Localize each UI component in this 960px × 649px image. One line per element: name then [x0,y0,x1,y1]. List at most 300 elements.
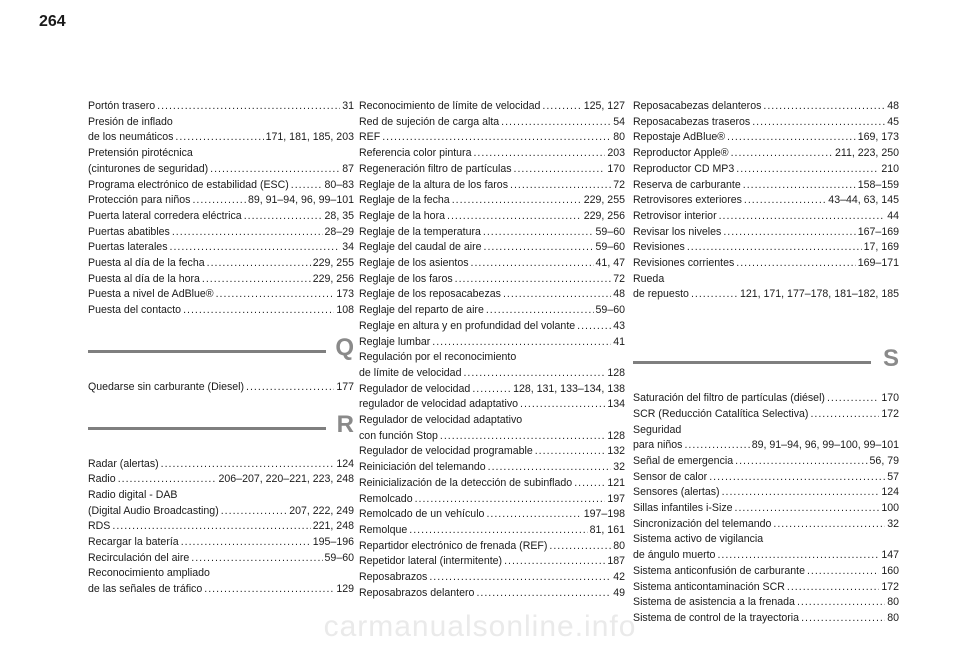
index-entry-line [633,209,899,225]
index-entry-line [359,303,625,319]
index-term: de las señales de tráfico [88,583,203,596]
index-term: Señal de emergencia [633,454,734,467]
index-term: Quedarse sin carburante (Diesel) [88,380,245,393]
page-references: 197 [607,492,625,505]
index-term: Revisiones [633,241,685,254]
dot-leader [736,162,879,178]
page-references: 124 [881,486,899,499]
index-entry [359,146,625,162]
index-entry [359,272,625,288]
index-entry-line [88,178,354,194]
dot-leader [157,99,340,115]
index-term: Revisiones corrientes [633,257,735,270]
index-term: Reposabrazos delantero [359,586,475,599]
index-term: Regulador de velocidad [359,382,471,395]
index-term: Reposacabezas delanteros [633,100,762,112]
dot-leader [736,256,855,272]
page-references: 121 [607,476,625,489]
dot-leader [717,548,879,564]
page-references: 221, 248 [312,520,354,533]
index-entry [359,178,625,194]
page-references: 172 [881,407,899,420]
index-entry-line [359,256,625,272]
index-term: Reiniciación del telemando [359,461,486,474]
page-references: 187 [607,555,625,568]
index-entry [633,130,899,146]
dot-leader [735,454,867,470]
index-entry [359,193,625,209]
dot-leader [488,460,612,476]
dot-leader [440,429,605,445]
dot-leader [486,303,594,319]
dot-leader [202,272,311,288]
index-term: Sistema anticontaminación SCR [633,580,785,593]
index-entry [88,380,354,396]
dot-leader [684,438,749,454]
dot-leader [542,99,581,115]
index-entry [359,225,625,241]
index-term: Radar (alertas) [88,457,159,470]
page-references: 124 [336,457,354,470]
index-entry [359,570,625,586]
page-references: 48 [887,100,899,112]
index-entry [359,350,625,381]
index-entry-line [633,501,899,517]
index-entry-line [359,413,625,429]
page-references: 170 [881,392,899,405]
index-entry [633,423,899,454]
index-entry [88,472,354,488]
page-references: 171, 181, 185, 203 [265,131,354,144]
index-entry [88,225,354,241]
index-entry-line [633,178,899,194]
index-entry [633,272,899,303]
index-term: Reglaje de la hora [359,209,445,222]
section-header [88,411,354,449]
index-term: Reproductor Apple® [633,147,729,160]
index-entry [359,303,625,319]
dot-leader [221,504,287,520]
index-entry-line [633,193,899,209]
dot-leader [743,178,856,194]
index-entry [359,335,625,351]
section-letter: R [336,410,354,438]
index-term: Referencia color pintura [359,147,472,160]
index-entry [88,178,354,194]
index-entry [359,492,625,508]
index-entry-line [359,444,625,460]
index-term: Reglaje del reparto de aire [359,304,484,317]
dot-leader [447,209,582,225]
index-entry-line [359,429,625,445]
dot-leader [723,225,855,241]
page-references: 128 [607,366,625,379]
index-entry-line [633,548,899,564]
page-references: 128, 131, 133–134, 138 [513,382,625,395]
index-entry [633,256,899,272]
dot-leader [486,507,581,523]
index-entry [359,554,625,570]
page-references: 229, 256 [583,209,625,222]
index-entry-line [633,115,899,131]
page-references: 89, 91–94, 96, 99–100, 99–101 [751,439,899,452]
dot-leader [510,178,611,194]
index-entry-line [359,492,625,508]
index-entry-line [359,350,625,366]
index-entry-line [359,507,625,523]
index-entry [359,523,625,539]
index-entry-line [633,595,899,611]
page-references: 211, 223, 250 [834,147,899,160]
index-term: de los neumáticos [88,131,174,144]
page-references: 59–60 [595,225,625,238]
index-term: con función Stop [359,429,438,442]
dot-leader [112,519,310,535]
index-entry-line [359,240,625,256]
page-references: 41, 47 [595,257,625,270]
index-entry-line [88,240,354,256]
index-entry [88,519,354,535]
index-entry-line [88,303,354,319]
dot-leader [535,444,606,460]
dot-leader [719,209,886,225]
dot-leader [175,130,263,146]
index-entry [633,162,899,178]
index-entry [88,146,354,177]
index-term: Reinicialización de la detección de subinflado [359,476,573,489]
index-entry-line [633,485,899,501]
index-entry-line [633,146,899,162]
index-term: Radio digital - DAB [88,488,178,501]
index-entry-line [88,256,354,272]
dot-leader [183,303,334,319]
page-references: 177 [336,380,354,393]
dot-leader [455,272,612,288]
index-entry-line [88,380,354,396]
index-term: Radio [88,473,116,486]
index-entry-line [88,582,354,598]
index-entry-line [88,519,354,535]
index-term: Red de sujeción de carga alta [359,115,500,128]
index-entry-line [359,476,625,492]
page-references: 80 [887,611,899,624]
index-entry [88,488,354,519]
index-term: Sistema de control de la trayectoria [633,611,800,624]
index-term: Sensor de calor [633,470,708,483]
section-header [633,345,899,383]
index-term: Reproductor CD MP3 [633,162,735,175]
page-references: 34 [342,241,354,254]
index-entry-line [633,517,899,533]
index-entry-line [633,454,899,470]
dot-leader [773,517,885,533]
index-term: Reglaje de los reposacabezas [359,288,501,301]
index-entry-line [359,319,625,335]
index-entry-line [633,162,899,178]
index-entry [633,407,899,423]
index-term: Reconocimiento ampliado [88,567,210,580]
page-references: 134 [607,398,625,411]
page-references: 158–159 [857,178,899,191]
index-entry [633,178,899,194]
dot-leader [484,240,594,256]
dot-leader [118,472,217,488]
index-entry-line [633,391,899,407]
page-references: 128 [607,429,625,442]
dot-leader [687,240,862,256]
index-entry [633,454,899,470]
index-term: (Digital Audio Broadcasting) [88,504,219,517]
index-entry-line [359,570,625,586]
index-entry [359,115,625,131]
index-term: Portón trasero [88,100,156,112]
page-references: 203 [607,147,625,160]
page-references: 229, 255 [312,257,354,270]
dot-leader [161,457,335,473]
index-entry-line [359,335,625,351]
page-references: 173 [336,288,354,301]
index-entry [359,444,625,460]
page-references: 170 [607,162,625,175]
index-entry-line [359,209,625,225]
index-entry-line [88,130,354,146]
dot-leader [763,99,885,115]
page-references: 207, 222, 249 [289,504,354,517]
page-references: 81, 161 [589,523,625,536]
index-entry [633,146,899,162]
index-entry-line [359,523,625,539]
index-entry [633,115,899,131]
index-entry-line [88,115,354,131]
index-term: de límite de velocidad [359,366,462,379]
index-entry-line [359,193,625,209]
index-term: (cinturones de seguridad) [88,162,209,175]
index-term: Regulación por el reconocimiento [359,351,517,364]
dot-leader [731,146,833,162]
dot-leader [691,287,738,303]
index-entry [359,397,625,413]
page-references: 121, 171, 177–178, 181–182, 185 [739,288,899,301]
index-entry [633,595,899,611]
index-entry [88,193,354,209]
index-term: Repartidor electrónico de frenada (REF) [359,539,548,552]
dot-leader [432,335,611,351]
dot-leader [207,256,311,272]
dot-leader [471,256,594,272]
index-entry [633,470,899,486]
page-references: 43–44, 63, 145 [828,194,899,207]
page-references: 41 [613,335,625,348]
index-entry-line [633,272,899,288]
dot-leader [787,580,879,596]
index-term: Puesta del contacto [88,304,182,317]
index-entry [88,240,354,256]
dot-leader [429,570,611,586]
index-entry-line [359,397,625,413]
index-term: RDS [88,520,111,533]
page-number: 264 [39,13,66,30]
index-entry-line [88,146,354,162]
index-term: de repuesto [633,288,689,301]
page-references: 169–171 [857,257,899,270]
index-entry-line [88,272,354,288]
watermark: carmanualsonline.info [323,610,637,643]
page-references: 167–169 [857,225,899,238]
index-entry-line [88,225,354,241]
index-term: Sincronización del telemando [633,517,772,530]
dot-leader [504,554,605,570]
page-references: 31 [342,100,354,112]
page-references: 45 [887,115,899,128]
index-term: Reglaje de la temperatura [359,225,481,238]
dot-leader [810,407,879,423]
index-entry-line [359,178,625,194]
index-entry-line [359,146,625,162]
index-entry-line [88,209,354,225]
index-term: Remolcado [359,492,413,505]
index-term: Reglaje en altura y en profundidad del volante [359,319,576,332]
page-references: 57 [887,470,899,483]
index-entry [359,99,625,115]
page-references: 28–29 [324,225,354,238]
index-term: Puertas abatibles [88,225,170,238]
dot-leader [452,193,582,209]
dot-leader [520,397,605,413]
page-references: 210 [881,162,899,175]
page-references: 32 [887,517,899,530]
index-term: Pretensión pirotécnica [88,147,193,160]
index-entry-line [359,366,625,382]
dot-leader [735,501,880,517]
index-entry [633,391,899,407]
index-entry [88,115,354,146]
index-entry-line [633,407,899,423]
index-entry-line [88,551,354,567]
dot-leader [752,115,885,131]
page-references: 80 [613,131,625,144]
dot-leader [181,535,311,551]
index-term: Seguridad [633,423,682,436]
page-references: 147 [881,549,899,562]
index-entry [633,532,899,563]
index-term: Sistema de asistencia a la frenada [633,596,795,609]
index-term: Rueda [633,272,665,285]
index-entry-line [88,535,354,551]
index-entry [359,287,625,303]
page-references: 80 [887,596,899,609]
index-term: Sensores (alertas) [633,486,720,499]
index-term: Protección para niños [88,194,191,207]
dot-leader [476,586,611,602]
dot-leader [216,287,335,303]
index-entry-line [359,382,625,398]
dot-leader [192,193,245,209]
index-term: Presión de inflado [88,115,173,128]
index-entry [633,517,899,533]
index-term: Saturación del filtro de partículas (diésel) [633,392,825,405]
dot-leader [191,551,322,567]
index-entry [633,485,899,501]
dot-leader [483,225,594,241]
page-references: 172 [881,580,899,593]
index-entry [88,303,354,319]
dot-leader [574,476,605,492]
index-term: Reglaje lumbar [359,335,431,348]
index-entry-line [88,488,354,504]
dot-leader [291,178,323,194]
page-references: 89, 91–94, 96, 99–101 [247,194,354,207]
dot-leader [246,380,334,396]
index-entry-line [359,99,625,115]
dot-leader [727,130,856,146]
section-header [88,334,354,372]
index-entry [359,256,625,272]
index-entry [88,551,354,567]
index-entry-line [633,564,899,580]
index-entry-line [88,457,354,473]
index-entry [359,413,625,444]
index-entry-line [359,162,625,178]
page-references: 129 [336,583,354,596]
index-entry-line [633,287,899,303]
index-entry [633,225,899,241]
index-entry [88,209,354,225]
index-term: REF [359,131,381,144]
index-entry-line [88,287,354,303]
index-entry [359,240,625,256]
index-term: Reglaje de la altura de los faros [359,178,508,191]
index-term: Reglaje de los faros [359,272,453,285]
index-entry [88,566,354,597]
index-term: Sistema anticonfusión de carburante [633,564,805,577]
page-references: 132 [607,445,625,458]
index-column-2 [359,99,625,602]
page-references: 195–196 [312,536,354,549]
index-entry [359,162,625,178]
index-entry [633,240,899,256]
page-references: 59–60 [324,551,354,564]
index-column-3 [633,99,899,627]
index-entry [88,99,354,115]
page-references: 125, 127 [583,100,625,112]
index-term: Puerta lateral corredera eléctrica [88,209,242,222]
index-term: regulador de velocidad adaptativo [359,398,519,411]
index-term: Repostaje AdBlue® [633,131,726,144]
index-term: de ángulo muerto [633,549,716,562]
section-divider [88,350,326,353]
page-references: 72 [613,272,625,285]
index-entry-line [633,470,899,486]
index-term: Remolcado de un vehículo [359,508,485,521]
dot-leader [463,366,605,382]
index-entry-line [88,162,354,178]
page-references: 100 [881,502,899,515]
index-entry-line [633,580,899,596]
index-entry-line [359,586,625,602]
section-letter: Q [335,333,354,361]
index-entry-line [633,532,899,548]
index-term: Recirculación del aire [88,551,190,564]
page-references: 44 [887,209,899,222]
index-term: Puertas laterales [88,241,168,254]
index-entry [88,272,354,288]
page-references: 160 [881,564,899,577]
index-entry-line [633,240,899,256]
page-references: 87 [342,162,354,175]
page-references: 59–60 [595,241,625,254]
index-entry [359,476,625,492]
index-term: Reconocimiento de límite de velocidad [359,100,541,112]
